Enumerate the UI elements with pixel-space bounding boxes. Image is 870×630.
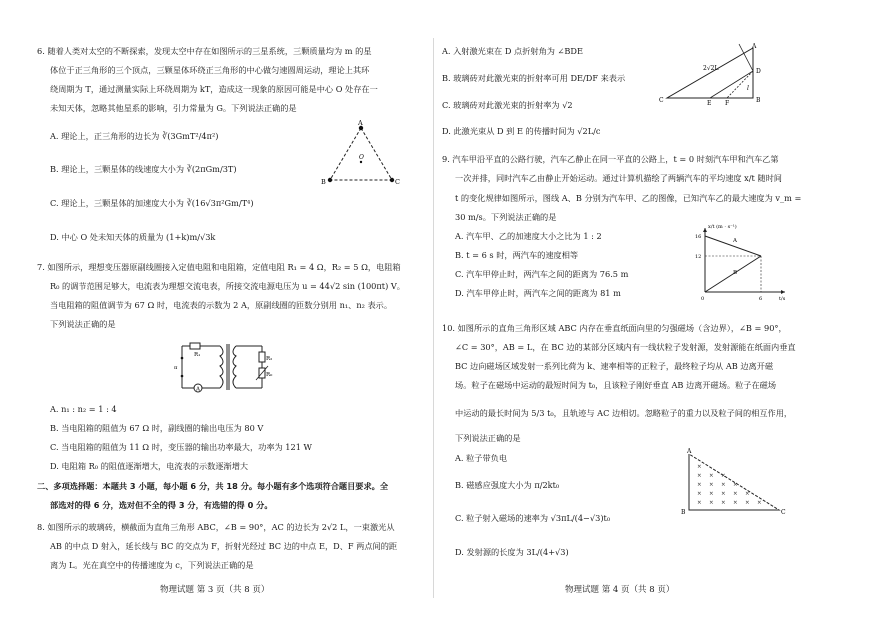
q8-stem-line3: 离为 L。光在真空中的传播速度为 c，下列说法正确的是: [50, 560, 254, 570]
fig7-label-r0: R₀: [266, 372, 273, 378]
q10-stem-line1: 10. 如图所示的直角三角形区域 ABC 内存在垂直纸面向里的匀强磁场（含边界），∠B = 90°，: [442, 323, 787, 333]
fig6-label-c: C: [395, 178, 400, 186]
q6-stem-line1: 6. 随着人类对太空的不断探索，发现太空中存在如图所示的三星系统，三颗质量均为 m 的星: [37, 46, 372, 56]
q6-option-d: D. 中心 O 处未知天体的质量为 (1+k)m/√3k: [50, 232, 216, 242]
field-cross: ×: [709, 491, 714, 497]
magnetic-field-triangle-figure: [679, 448, 791, 518]
fig10-label-a: A: [687, 448, 692, 455]
fig10-label-b: B: [681, 509, 686, 516]
q10-stem-line2: ∠C = 30°，AB = L，在 BC 边的某部分区域内有一线状粒子发射源，发射源能在纸面内垂直: [455, 342, 796, 352]
q6-stem-line3: 绕周期为 T，通过测量实际上环绕周期为 kT，造成这一现象的原因可能是中心 O 处存在一: [50, 84, 378, 94]
q8-option-d: D. 此激光束从 D 到 E 的传播时间为 √2L/c: [442, 126, 601, 136]
fig8-label-b: B: [756, 97, 761, 104]
q7-option-a: A. n₁ : n₂ = 1 : 4: [50, 404, 117, 414]
ammeter-icon: A: [196, 386, 200, 393]
fig6-label-o: O: [359, 154, 364, 161]
velocity-time-graph: [693, 222, 793, 304]
page-divider: [433, 38, 434, 598]
section2-heading-line2: 部选对的得 6 分，选对但不全的得 3 分，有选错的得 0 分。: [50, 500, 273, 510]
fig7-label-u: u: [174, 365, 178, 371]
fig8-label-f: F: [725, 100, 730, 106]
q9-option-d: D. 汽车甲停止时，两汽车之间的距离为 81 m: [455, 288, 621, 298]
q10-stem-line3: BC 边向磁场区域发射一系列比荷为 k、速率相等的正粒子，最终粒子均从 AB 边离开磁: [455, 361, 774, 371]
fig8-label-l: l: [747, 85, 749, 92]
q10-option-a: A. 粒子带负电: [455, 453, 508, 463]
q6-option-a: A. 理论上，正三角形的边长为 ∛(3GmT²/4π²): [50, 131, 219, 141]
q6-stem-line2: 体位于正三角形的三个顶点，三颗星体环绕正三角形的中心做匀速圆周运动，理论上其环: [50, 65, 370, 75]
graph-origin: 0: [701, 296, 705, 302]
field-cross: ×: [697, 464, 702, 470]
q7-stem-line1: 7. 如图所示，理想变压器原副线圈接入定值电阻和电阻箱，定值电阻 R₁ = 4 Ω，R₂ = 5 Ω，电阻箱: [37, 262, 401, 272]
fig8-label-c: C: [659, 97, 664, 104]
q8-option-b: B. 玻璃砖对此激光束的折射率可用 DE/DF 来表示: [442, 73, 626, 83]
q9-stem-line3: t 的变化规律如图所示，图线 A、B 分别为汽车甲、乙的图像，已知汽车乙的最大速度为 v_m =: [455, 193, 802, 203]
fig6-label-b: B: [321, 178, 326, 186]
field-cross: ×: [709, 473, 714, 479]
q10-option-d: D. 发射源的长度为 3L/(4+√3): [455, 547, 569, 557]
q9-stem-line1: 9. 汽车甲沿平直的公路行驶，汽车乙静止在同一平直的公路上，t = 0 时刻汽车甲和汽车乙第: [442, 154, 779, 164]
transformer-circuit-figure: [172, 336, 276, 398]
fig8-length-label: 2√2L: [703, 65, 719, 72]
q10-stem-line5: 中运动的最长时间为 5/3 t₀，且轨迹与 AC 边相切。忽略粒子的重力以及粒子间的相互作用，: [455, 408, 793, 418]
page-footer-left: 物理试题 第 3 页（共 8 页）: [160, 585, 270, 595]
graph-tick-16: 16: [695, 234, 702, 240]
q7-option-b: B. 当电阻箱的阻值为 67 Ω 时，副线圈的输出电压为 80 V: [50, 423, 264, 433]
field-cross: ×: [697, 482, 702, 488]
graph-series-label-b: B: [733, 270, 738, 276]
q9-option-b: B. t = 6 s 时，两汽车的速度相等: [455, 250, 579, 260]
q7-stem-line3: 当电阻箱的阻值调节为 67 Ω 时，电流表的示数为 2 A，原副线圈的匝数分别用 n₁、n₂ 表示。: [50, 300, 393, 310]
q8-option-c: C. 玻璃砖对此激光束的折射率为 √2: [442, 100, 573, 110]
q9-stem-line4: 30 m/s。下列说法正确的是: [455, 212, 557, 222]
field-cross: ×: [745, 500, 750, 506]
field-cross: ×: [721, 500, 726, 506]
field-cross: ×: [697, 500, 702, 506]
field-cross: ×: [709, 500, 714, 506]
field-cross: ×: [757, 500, 762, 506]
field-cross: ×: [709, 482, 714, 488]
q7-stem-line2: R₀ 的调节范围足够大，电流表为理想交流电表，所接交流电源电压为 u = 44√2 sin (100πt) V。: [50, 281, 405, 291]
field-cross: ×: [733, 482, 738, 488]
q10-stem-line6: 下列说法正确的是: [455, 433, 521, 443]
q9-option-c: C. 汽车甲停止时，两汽车之间的距离为 76.5 m: [455, 269, 629, 279]
fig8-label-e: E: [707, 100, 712, 106]
graph-tick-12: 12: [695, 254, 702, 260]
q8-stem-line2: AB 的中点 D 射入，延长线与 BC 的交点为 F，折射光经过 BC 边的中点 E，D、F 两点间的距: [50, 541, 398, 551]
field-cross: ×: [745, 491, 750, 497]
graph-y-axis-label: x/t (m · s⁻¹): [708, 224, 737, 230]
field-cross: ×: [697, 491, 702, 497]
q7-stem-line4: 下列说法正确的是: [50, 319, 116, 329]
fig8-label-a: A: [752, 43, 757, 50]
section2-heading-line1: 二、多项选择题：本题共 3 小题，每小题 6 分，共 18 分。每小题有多个选项符合题目要求。全: [37, 481, 389, 491]
field-cross: ×: [721, 482, 726, 488]
q7-option-d: D. 电阻箱 R₀ 的阻值逐渐增大，电流表的示数逐渐增大: [50, 461, 249, 471]
page-footer-right: 物理试题 第 4 页（共 8 页）: [565, 585, 675, 595]
graph-x-axis-label: t/s: [779, 296, 786, 302]
field-cross: ×: [697, 473, 702, 479]
field-cross: ×: [733, 500, 738, 506]
graph-series-label-a: A: [733, 238, 737, 244]
field-cross: ×: [721, 473, 726, 479]
right-page: [435, 0, 870, 630]
glass-prism-figure: [657, 42, 767, 106]
fig7-label-r1: R₁: [194, 352, 201, 358]
q10-option-b: B. 磁感应强度大小为 π/2kt₀: [455, 480, 560, 490]
three-star-figure: [318, 118, 404, 194]
q8-stem-line1: 8. 如图所示的玻璃砖，横截面为直角三角形 ABC，∠B = 90°，AC 的边长为 2√2 L，一束激光从: [37, 522, 395, 532]
graph-tick-6: 6: [759, 296, 763, 302]
q6-option-b: B. 理论上，三颗星体的线速度大小为 ∛(2πGm/3T): [50, 164, 237, 174]
q6-option-c: C. 理论上，三颗星体的加速度大小为 ∛(16√3π²Gm/T⁴): [50, 198, 254, 208]
q9-option-a: A. 汽车甲、乙的加速度大小之比为 1 : 2: [455, 231, 602, 241]
fig6-label-a: A: [358, 119, 363, 127]
fig8-label-d: D: [756, 68, 761, 75]
fig10-label-c: C: [781, 509, 786, 516]
q7-option-c: C. 当电阻箱的阻值为 11 Ω 时，变压器的输出功率最大，功率为 121 W: [50, 442, 312, 452]
q10-stem-line4: 场。粒子在磁场中运动的最短时间为 t₀，且该粒子刚好垂直 AB 边离开磁场。粒子在磁场: [455, 380, 777, 390]
fig7-label-r2: R₂: [266, 356, 273, 362]
q10-option-c: C. 粒子射入磁场的速率为 √3πL/(4−√3)t₀: [455, 513, 611, 523]
field-cross: ×: [721, 491, 726, 497]
q6-stem-line4: 未知天体，忽略其他星系的影响，引力常量为 G。下列说法正确的是: [50, 103, 297, 113]
q9-stem-line2: 一次并排，同时汽车乙由静止开始运动。通过计算机描绘了两辆汽车的平均速度 x/t 随时间: [455, 173, 782, 183]
field-cross: ×: [733, 491, 738, 497]
q8-option-a: A. 入射激光束在 D 点折射角为 ∠BDE: [442, 46, 583, 56]
